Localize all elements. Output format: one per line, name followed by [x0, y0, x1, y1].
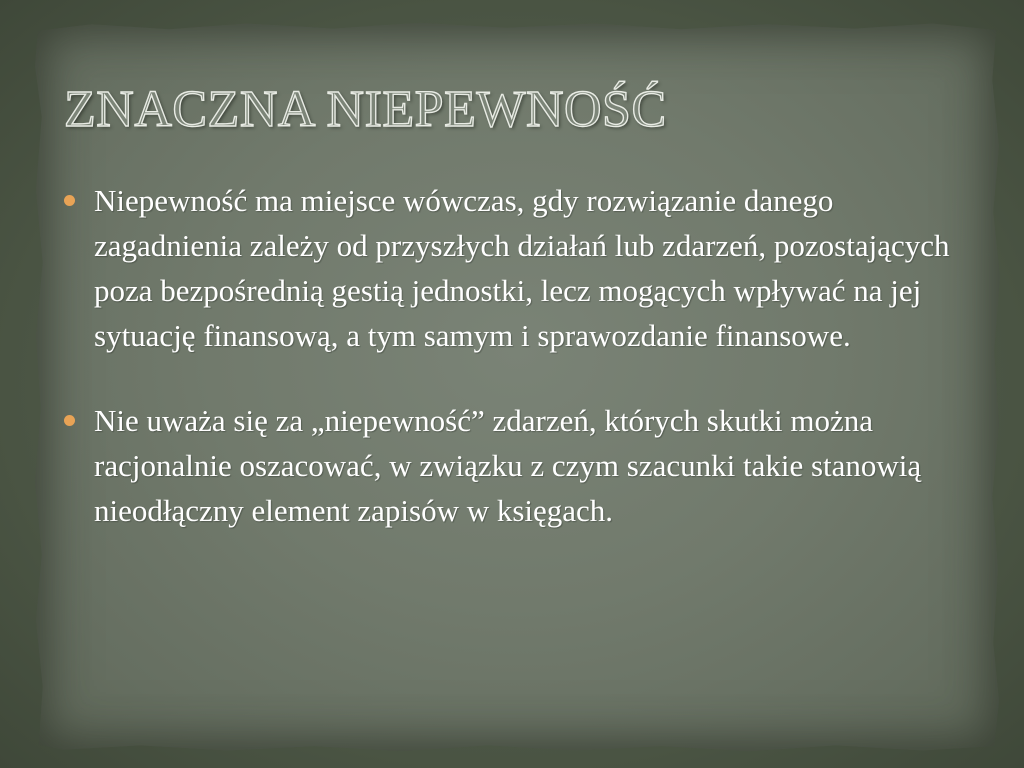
- bullet-dot-icon: [64, 195, 75, 206]
- bullet-text: Niepewność ma miejsce wówczas, gdy rozwiązanie danego zagadnienia zależy od przyszłych działań lub zdarzeń, pozostających poza bezpośrednią gestią jednostki, lecz mogących wpływać na jej sytuację finansową, a tym samym i sprawozdanie finansowe.: [94, 183, 950, 353]
- bullet-dot-icon: [64, 415, 75, 426]
- slide-title: ZNACZNA NIEPEWNOŚĆ: [64, 81, 667, 138]
- bullet-item: [62, 398, 962, 533]
- slide-content: [62, 178, 962, 533]
- bullet-item: [62, 178, 962, 358]
- bullet-text: Nie uważa się za „niepewność” zdarzeń, których skutki można racjonalnie oszacować, w związku z czym szacunki takie stanowią nieodłączny element zapisów w księgach.: [94, 403, 922, 528]
